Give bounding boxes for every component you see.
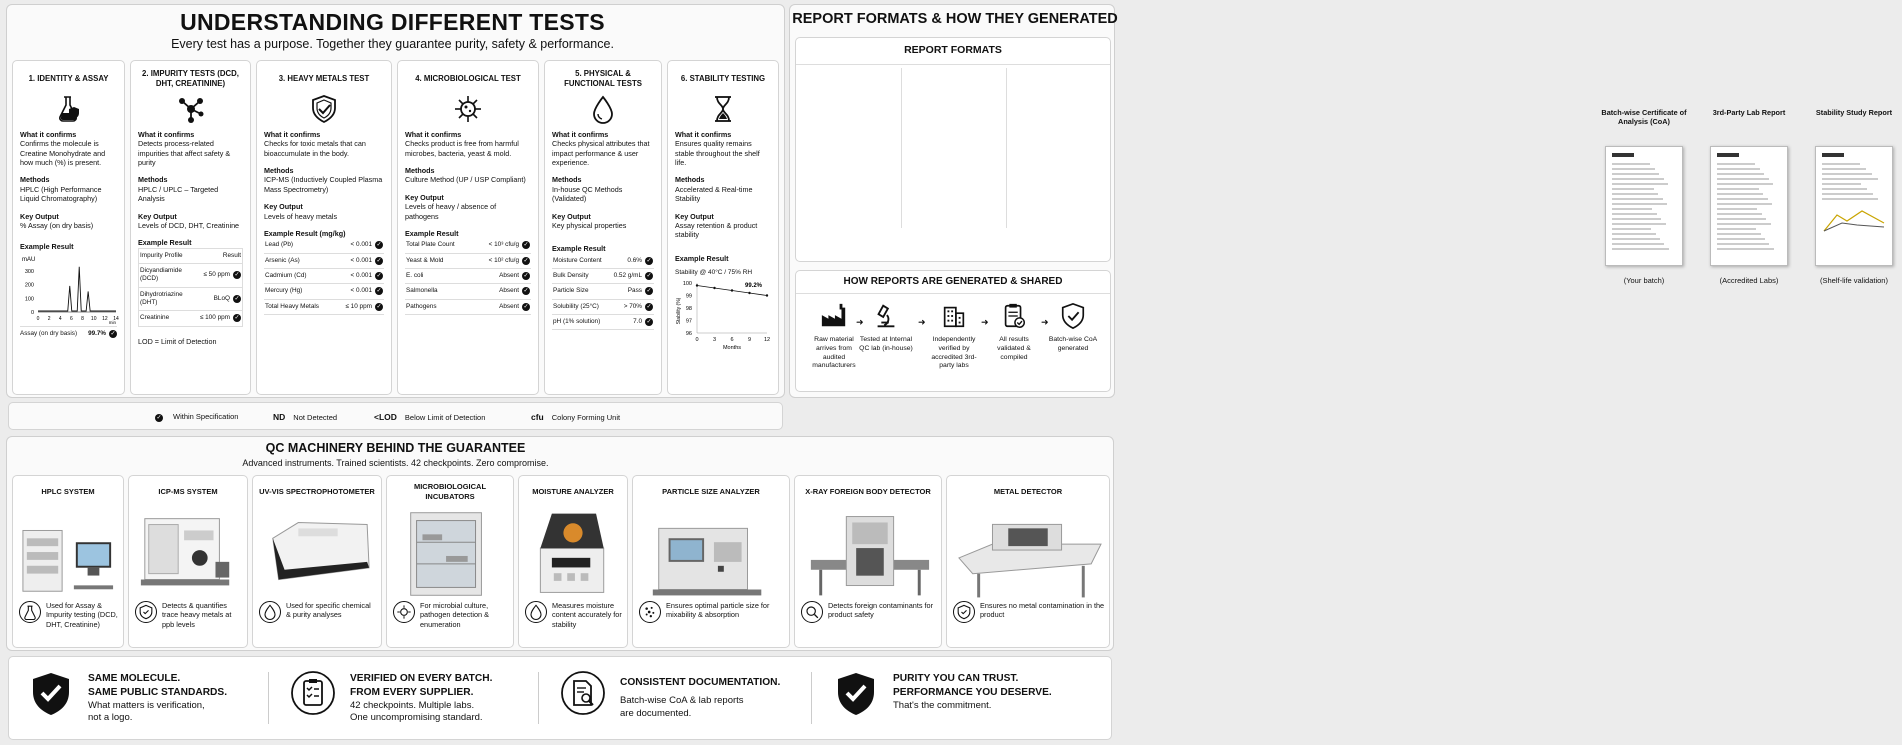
row-value: 7.0 ✓ <box>608 314 654 329</box>
molecule-icon <box>176 94 206 124</box>
confirms-text: Confirms the molecule is Creatine Monohydrate and how much (%) is present. <box>20 139 106 168</box>
machine-image <box>801 508 935 600</box>
machine-description-text: Ensures no metal contamination in the product <box>980 601 1105 620</box>
footer-desc-line: Batch-wise CoA & lab reports <box>620 694 744 706</box>
row-value: Absent ✓ <box>473 299 531 314</box>
impurity-table <box>138 248 243 327</box>
check-icon: ✓ <box>376 242 382 249</box>
droplet-icon <box>588 94 618 124</box>
output-text: Key physical properties <box>552 220 627 230</box>
shield-check-icon <box>953 601 975 623</box>
methods-label: Methods <box>405 166 435 176</box>
lod-note: LOD = Limit of Detection <box>138 336 217 346</box>
row-value: ≤ 100 ppm ✓ <box>199 311 243 326</box>
legend-item: ND Not Detected <box>273 412 338 422</box>
hourglass-icon <box>708 94 738 124</box>
test-card-identity <box>12 60 125 395</box>
check-icon: ✓ <box>156 415 162 421</box>
row-label: Lead (Pb) <box>264 238 334 253</box>
confirms-label: What it confirms <box>405 130 462 139</box>
footer-desc-line: are documented. <box>620 707 692 719</box>
confirms-label: What it confirms <box>138 130 195 139</box>
footer-block <box>88 672 227 725</box>
assay-label: Assay (on dry basis) <box>20 329 78 337</box>
result-title: Example Result <box>552 244 606 254</box>
check-icon: ✓ <box>646 272 652 279</box>
machinery-title: QC MACHINERY BEHIND THE GUARANTEE <box>265 441 526 455</box>
table-header: Impurity Profile <box>139 248 199 263</box>
row-value: Absent ✓ <box>473 284 531 299</box>
row-value: Absent ✓ <box>473 268 531 283</box>
row-label: Cadmium (Cd) <box>264 268 334 283</box>
card-title: 5. PHYSICAL & FUNCTIONAL TESTS <box>564 68 642 88</box>
physical-table <box>552 254 654 331</box>
row-label: Creatinine <box>139 311 199 326</box>
machine-image <box>393 508 507 600</box>
legend-item: ✓ Within Specification <box>156 412 239 421</box>
machine-card[interactable] <box>518 475 628 648</box>
micro-table <box>405 238 531 315</box>
check-icon: ✓ <box>646 318 652 325</box>
row-value: BLoQ ✓ <box>199 287 243 311</box>
machine-description-text: Detects & quantifies trace heavy metals at ppb levels <box>162 601 232 629</box>
flow-step-text: All results validated & compiled <box>997 336 1031 361</box>
check-icon: ✓ <box>646 303 652 310</box>
row-value: < 10³ cfu/g ✓ <box>473 238 531 253</box>
test-card-physical <box>544 60 662 395</box>
footer-block <box>350 672 492 725</box>
output-text: Levels of heavy metals <box>264 211 338 221</box>
data-point <box>766 295 768 297</box>
row-label: Moisture Content <box>552 254 608 269</box>
footer-divider <box>538 672 539 724</box>
footer-title-line: VERIFIED ON EVERY BATCH. <box>350 673 493 684</box>
row-label: Dihydrotriazine (DHT) <box>139 287 199 311</box>
machine-image <box>135 508 241 600</box>
methods-label: Methods <box>552 175 582 185</box>
result-title: Example Result <box>405 228 459 238</box>
machine-description <box>259 601 377 623</box>
flask-shield-icon <box>54 94 84 124</box>
row-label: Salmonella <box>405 284 473 299</box>
machine-card[interactable] <box>386 475 514 648</box>
machine-description-text: Detects foreign contaminants for product safety <box>828 601 934 620</box>
microscope-icon <box>872 302 900 330</box>
output-text: Assay retention & product stability <box>675 220 758 240</box>
row-value: < 10² cfu/g ✓ <box>473 253 531 268</box>
result-title: Example Result <box>138 238 192 248</box>
test-card-impurity <box>130 60 251 395</box>
machine-image <box>525 508 621 600</box>
factory-icon <box>820 302 848 330</box>
footer-desc-line: 42 checkpoints. Multiple labs. <box>350 699 475 711</box>
footer-desc-line: One uncompromising standard. <box>350 712 483 724</box>
row-value: < 0.001 ✓ <box>334 268 384 283</box>
table-row <box>264 238 384 253</box>
card-title: 1. IDENTITY & ASSAY <box>28 73 109 83</box>
table-row <box>405 299 531 314</box>
footer-desc-line: not a logo. <box>88 712 133 724</box>
y-axis-label: Stability (%) <box>676 298 682 325</box>
machine-card[interactable] <box>946 475 1110 648</box>
stability-chart <box>675 277 771 351</box>
test-card-microbiological <box>397 60 539 395</box>
x-tick-label: 3 <box>712 337 717 344</box>
clipboard-check-icon <box>1000 302 1028 330</box>
shield-check-icon <box>833 670 879 716</box>
machine-title: X-RAY FOREIGN BODY DETECTOR <box>805 487 931 497</box>
x-tick-label: 12 <box>763 337 771 344</box>
card-title: 3. HEAVY METALS TEST <box>278 73 370 83</box>
check-icon: ✓ <box>376 303 382 310</box>
row-label: Total Plate Count <box>405 238 473 253</box>
footer-divider <box>268 672 269 724</box>
droplet-icon <box>525 601 547 623</box>
methods-text: In-house QC Methods (Validated) <box>552 184 623 204</box>
check-icon: ✓ <box>376 257 382 264</box>
table-row <box>139 311 243 326</box>
methods-label: Methods <box>675 175 705 185</box>
report-format-caption: (Shelf-life validation) <box>1820 276 1888 285</box>
output-label: Key Output <box>20 211 59 221</box>
report-format-caption: (Accredited Labs) <box>1719 276 1779 285</box>
check-icon: ✓ <box>110 330 116 337</box>
check-icon: ✓ <box>523 272 529 279</box>
x-tick-label: 10 <box>90 315 97 322</box>
stability-value: 99.2% <box>745 283 763 290</box>
page-subtitle: Every test has a purpose. Together they guarantee purity, safety & performance. <box>171 37 614 51</box>
result-title: Example Result <box>675 253 729 263</box>
x-tick-label: 9 <box>747 337 752 344</box>
report-formats-title: REPORT FORMATS <box>904 44 1002 56</box>
flow-step-text: Batch-wise CoA generated <box>1048 336 1098 352</box>
row-value: Pass ✓ <box>608 284 654 299</box>
microbe-icon <box>453 94 483 124</box>
row-label: Solubility (25°C) <box>552 299 608 314</box>
machine-image <box>259 508 375 600</box>
machine-title: MOISTURE ANALYZER <box>532 487 614 497</box>
machine-image <box>639 508 783 600</box>
flow-step-text: Tested at Internal QC lab (in-house) <box>859 336 913 352</box>
flow-step-text: Raw material arrives from audited manufacturers <box>812 336 856 370</box>
footer-title-line: PERFORMANCE YOU DESERVE. <box>893 686 1052 698</box>
row-label: Pathogens <box>405 299 473 314</box>
x-tick-label: 0 <box>695 337 699 344</box>
flow-step-text: Independently verified by accredited 3rd-party labs <box>931 336 977 370</box>
footer-title-line: CONSISTENT DOCUMENTATION. <box>620 677 781 688</box>
magnifier-icon <box>801 601 823 623</box>
row-label: Bulk Density <box>552 268 608 283</box>
check-icon: ✓ <box>523 257 529 264</box>
machine-card[interactable] <box>252 475 382 648</box>
methods-text: ICP-MS (Inductively Coupled Plasma Mass Spectrometry) <box>264 175 383 194</box>
droplet-icon <box>259 601 281 623</box>
machine-description-text: For microbial culture, pathogen detection & enumeration <box>420 601 489 629</box>
footer-desc-line: That's the commitment. <box>893 699 992 711</box>
x-tick-label: 2 <box>47 315 51 322</box>
arrow-right-icon: ➜ <box>981 317 989 327</box>
machine-card[interactable] <box>794 475 942 648</box>
table-header: Result <box>199 248 243 263</box>
y-tick-label: 0 <box>30 309 34 316</box>
card-title: 6. STABILITY TESTING <box>680 73 766 83</box>
machine-description <box>19 601 119 629</box>
x-unit-label: min <box>108 319 116 325</box>
methods-text: HPLC (High Performance Liquid Chromatography) <box>20 184 102 204</box>
output-label: Key Output <box>264 202 303 212</box>
arrow-right-icon: ➜ <box>1041 317 1049 327</box>
particles-icon <box>639 601 661 623</box>
methods-text: HPLC / UPLC – Targeted Analysis <box>138 184 219 204</box>
x-tick-label: 6 <box>730 337 734 344</box>
table-row <box>405 253 531 268</box>
machine-description <box>953 601 1105 623</box>
check-icon: ✓ <box>523 242 529 249</box>
clipboard-check-icon <box>290 670 336 716</box>
machine-title: UV-VIS SPECTROPHOTOMETER <box>259 487 375 497</box>
shield-check-icon <box>309 94 339 124</box>
x-tick-label: 6 <box>70 315 73 322</box>
row-label: Mercury (Hg) <box>264 284 334 299</box>
microbe-icon <box>393 601 415 623</box>
y-tick-label: 200 <box>24 282 34 289</box>
y-tick-label: 97 <box>685 318 692 325</box>
methods-label: Methods <box>138 175 168 185</box>
machine-description-text: Ensures optimal particle size for mixability & absorption <box>666 601 770 620</box>
check-icon: ✓ <box>523 303 529 310</box>
table-row <box>264 253 384 268</box>
output-text: Levels of DCD, DHT, Creatinine <box>138 220 240 230</box>
confirms-text: Ensures quality remains stable throughout the shelf life. <box>675 139 760 168</box>
row-value: < 0.001 ✓ <box>334 238 384 253</box>
confirms-label: What it confirms <box>552 130 609 139</box>
flow-step <box>986 302 1042 362</box>
legend-item: <LOD Below Limit of Detection <box>374 412 486 422</box>
output-label: Key Output <box>405 192 444 202</box>
table-row <box>552 254 654 269</box>
confirms-label: What it confirms <box>264 130 321 139</box>
row-value: 0.6% ✓ <box>608 254 654 269</box>
footer-title-line: PURITY YOU CAN TRUST. <box>893 673 1019 684</box>
y-tick-label: 100 <box>24 295 34 302</box>
page-title: UNDERSTANDING DIFFERENT TESTS <box>180 9 605 35</box>
y-tick-label: 100 <box>682 281 692 288</box>
test-card-heavy-metals <box>256 60 392 395</box>
shield-icon <box>135 601 157 623</box>
machine-title: HPLC SYSTEM <box>41 487 95 497</box>
row-label: Dicyandiamide (DCD) <box>139 263 199 287</box>
table-row <box>264 268 384 283</box>
confirms-text: Detects process-related impurities that affect safety & purity <box>138 139 231 168</box>
x-tick-label: 8 <box>81 315 84 322</box>
y-tick-label: 99 <box>685 293 692 300</box>
check-icon: ✓ <box>646 257 652 264</box>
output-text: % Assay (on dry basis) <box>20 220 94 230</box>
report-document-thumbnail[interactable] <box>1710 146 1788 266</box>
x-tick-label: 4 <box>58 315 62 322</box>
row-label: Arsenic (As) <box>264 253 334 268</box>
machine-description <box>525 601 623 629</box>
arrow-right-icon: ➜ <box>918 317 926 327</box>
y-axis-label: mAU <box>22 256 36 263</box>
stability-chart-title: Stability @ 40°C / 75% RH <box>675 268 753 276</box>
table-row <box>405 284 531 299</box>
confirms-label: What it confirms <box>675 130 732 139</box>
flow-step <box>858 302 914 354</box>
machine-title: ICP-MS SYSTEM <box>158 487 218 497</box>
machine-description <box>639 601 785 623</box>
check-icon: ✓ <box>234 295 240 302</box>
row-value: > 70% ✓ <box>608 299 654 314</box>
row-label: Yeast & Mold <box>405 253 473 268</box>
confirms-text: Checks product is free from harmful microbes, bacteria, yeast & mold. <box>405 139 519 158</box>
machine-card[interactable] <box>12 475 124 648</box>
machine-description-text: Used for specific chemical & purity analyses <box>286 601 371 620</box>
report-format-title: 3rd-Party Lab Report <box>1712 108 1786 117</box>
document-search-icon <box>560 670 606 716</box>
data-point <box>731 290 733 292</box>
y-tick-label: 96 <box>685 331 692 338</box>
footer-block <box>893 672 1052 712</box>
flow-title: HOW REPORTS ARE GENERATED & SHARED <box>843 276 1063 287</box>
row-value: ≤ 10 ppm ✓ <box>334 299 384 314</box>
hplc-chart <box>20 254 119 324</box>
machine-image <box>19 508 117 600</box>
report-document-thumbnail[interactable] <box>1605 146 1683 266</box>
check-icon: ✓ <box>523 288 529 295</box>
confirms-text: Checks physical attributes that impact performance & user experience. <box>552 139 650 168</box>
card-title: 4. MICROBIOLOGICAL TEST <box>415 73 521 83</box>
x-axis-label: Months <box>722 345 742 352</box>
flask-icon <box>19 601 41 623</box>
row-value: ≤ 50 ppm ✓ <box>199 263 243 287</box>
table-header-row <box>139 248 243 263</box>
assay-value: 99.7% <box>88 329 106 337</box>
row-value: 0.52 g/mL ✓ <box>608 268 654 283</box>
table-row <box>552 314 654 329</box>
footer-title-line: FROM EVERY SUPPLIER. <box>350 686 474 698</box>
check-icon: ✓ <box>376 288 382 295</box>
report-format-caption: (Your batch) <box>1623 276 1665 285</box>
table-row <box>552 268 654 283</box>
table-row <box>552 284 654 299</box>
machine-description-text: Used for Assay & Impurity testing (DCD, DHT, Creatinine) <box>46 601 118 629</box>
confirms-label: What it confirms <box>20 130 77 139</box>
machine-description <box>135 601 243 629</box>
methods-text: Accelerated & Real-time Stability <box>675 184 753 204</box>
footer-desc-line: What matters is verification, <box>88 699 205 711</box>
machine-image <box>953 508 1103 600</box>
check-icon: ✓ <box>376 272 382 279</box>
machine-card[interactable] <box>128 475 248 648</box>
methods-text: Culture Method (UP / USP Compliant) <box>405 175 526 185</box>
output-label: Key Output <box>675 211 714 221</box>
y-tick-label: 98 <box>685 306 692 313</box>
machine-title: MICROBIOLOGICAL INCUBATORS <box>413 482 487 501</box>
data-point <box>748 292 750 294</box>
machine-card[interactable] <box>632 475 790 648</box>
row-label: Total Heavy Metals <box>264 299 334 314</box>
methods-label: Methods <box>20 175 50 185</box>
card-title: 2. IMPURITY TESTS (DCD, DHT, CREATININE) <box>142 68 239 88</box>
arrow-right-icon: ➜ <box>856 317 864 327</box>
x-tick-label: 14 <box>113 315 119 322</box>
table-row <box>139 263 243 287</box>
footer-divider <box>811 672 812 724</box>
check-icon: ✓ <box>234 315 240 322</box>
row-label: Particle Size <box>552 284 608 299</box>
machinery-subtitle: Advanced instruments. Trained scientists. 42 checkpoints. Zero compromise. <box>242 458 549 468</box>
table-row <box>264 284 384 299</box>
footer-block <box>620 676 780 720</box>
shield-check-icon <box>28 670 74 716</box>
table-row <box>405 268 531 283</box>
footer-title-line: SAME MOLECULE. <box>88 673 181 684</box>
output-label: Key Output <box>138 211 177 221</box>
row-value: < 0.001 ✓ <box>334 253 384 268</box>
y-tick-label: 300 <box>24 268 34 275</box>
result-title: Example Result <box>20 242 74 252</box>
test-card-stability <box>667 60 779 395</box>
machine-description-text: Measures moisture content accurately for stability <box>552 601 622 629</box>
output-label: Key Output <box>552 211 591 221</box>
assay-result-row <box>20 326 117 338</box>
table-row <box>139 287 243 311</box>
metals-table <box>264 238 384 315</box>
machine-title: METAL DETECTOR <box>993 487 1063 497</box>
data-point <box>713 287 715 289</box>
report-format-title: Stability Study Report <box>1815 108 1893 117</box>
row-label: pH (1% solution) <box>552 314 608 329</box>
table-row <box>552 299 654 314</box>
machine-title: PARTICLE SIZE ANALYZER <box>662 487 760 497</box>
table-row <box>405 238 531 253</box>
row-label: E. coli <box>405 268 473 283</box>
report-format-title: Batch-wise Certificate of Analysis (CoA) <box>1601 108 1687 127</box>
report-document-thumbnail[interactable] <box>1815 146 1893 266</box>
machine-description <box>393 601 509 629</box>
row-value: < 0.001 ✓ <box>334 284 384 299</box>
shield-check-icon <box>1059 302 1087 330</box>
machine-description <box>801 601 937 623</box>
legend-bar <box>8 402 783 430</box>
data-point <box>696 285 698 287</box>
flow-step <box>806 302 862 371</box>
legend-item: cfu Colony Forming Unit <box>531 412 621 422</box>
methods-label: Methods <box>264 166 294 176</box>
flow-step <box>926 302 982 371</box>
chromatogram-line <box>38 266 116 310</box>
output-text: Levels of heavy / absence of pathogens <box>405 202 497 221</box>
flow-step <box>1045 302 1101 354</box>
result-title: Example Result (mg/kg) <box>264 228 346 238</box>
reports-title: REPORT FORMATS & HOW THEY GENERATED <box>792 11 1118 27</box>
confirms-text: Checks for toxic metals that can bioaccumulate in the body. <box>264 139 366 158</box>
check-icon: ✓ <box>646 288 652 295</box>
x-tick-label: 12 <box>102 315 108 322</box>
footer-title-line: SAME PUBLIC STANDARDS. <box>88 686 228 698</box>
check-icon: ✓ <box>234 272 240 279</box>
building-icon <box>940 302 968 330</box>
table-row <box>264 299 384 314</box>
x-tick-label: 0 <box>36 315 40 322</box>
